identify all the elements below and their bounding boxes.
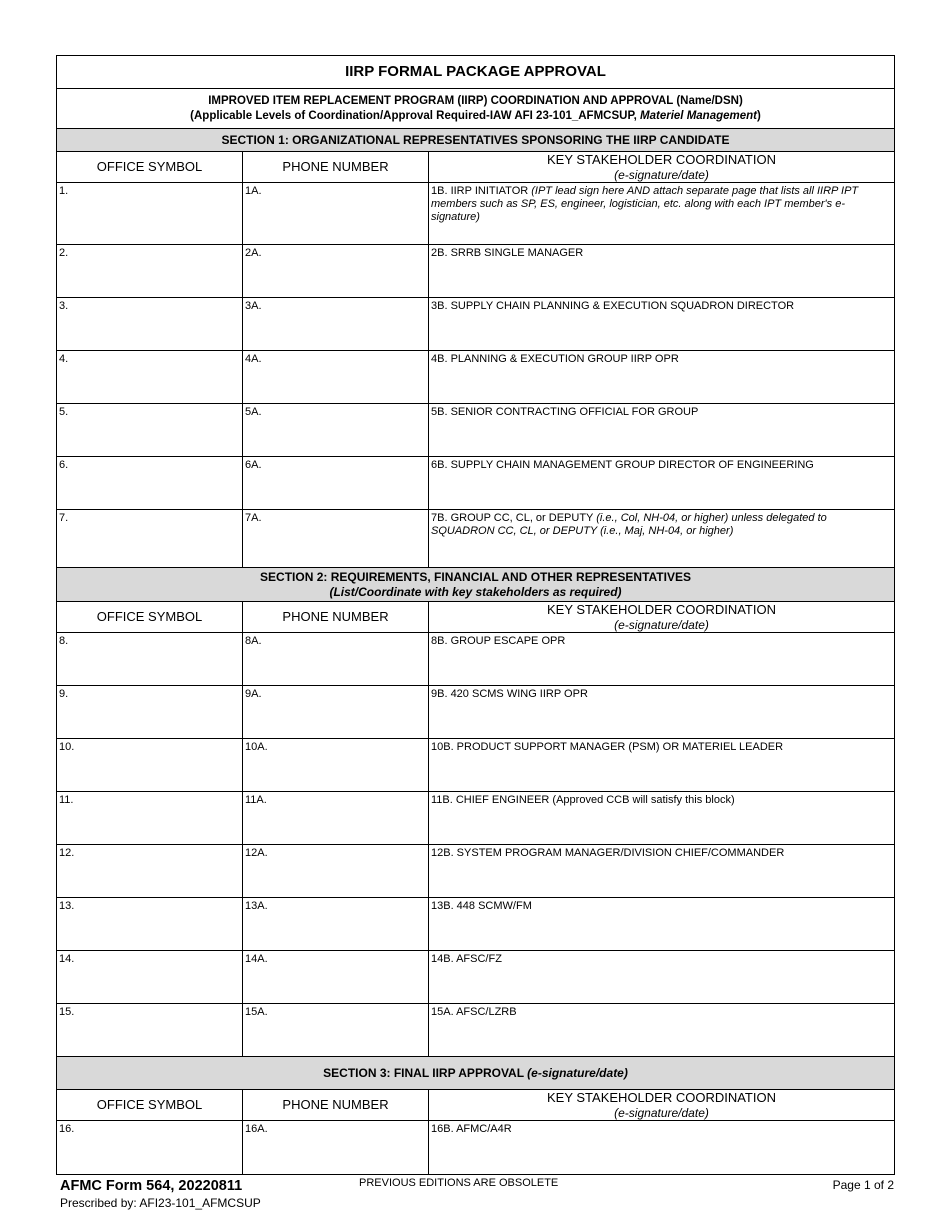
header-office-symbol: OFFICE SYMBOL <box>57 152 243 182</box>
section-3-title-italic: (e-signature/date) <box>527 1066 628 1080</box>
header-key-stakeholder <box>429 602 894 632</box>
subtitle-line-2-close: ) <box>756 110 761 122</box>
table-row <box>57 845 894 898</box>
phone-number-field[interactable]: 11A. <box>243 792 429 844</box>
table-row <box>57 898 894 951</box>
table-row <box>57 1004 894 1057</box>
stakeholder-signature-field[interactable] <box>429 183 894 244</box>
stakeholder-signature-field[interactable]: 10B. PRODUCT SUPPORT MANAGER (PSM) OR MATERIEL LEADER <box>431 741 784 753</box>
stakeholder-signature-field[interactable]: 12B. SYSTEM PROGRAM MANAGER/DIVISION CHIEF/COMMANDER <box>431 847 785 859</box>
table-row <box>57 245 894 298</box>
table-row <box>57 510 894 568</box>
stakeholder-signature-field[interactable]: 4B. PLANNING & EXECUTION GROUP IIRP OPR <box>431 353 679 365</box>
header-key-stakeholder-label: KEY STAKEHOLDER COORDINATION <box>547 602 776 617</box>
prescribed-by: Prescribed by: AFI23-101_AFMCSUP <box>60 1196 261 1210</box>
header-key-stakeholder <box>429 152 894 182</box>
phone-number-field[interactable]: 9A. <box>243 686 429 738</box>
subtitle-line-2-italic: Materiel Management <box>640 110 757 122</box>
section-3-header-row <box>57 1090 894 1121</box>
table-row <box>57 792 894 845</box>
header-esig-label: (e-signature/date) <box>614 1106 709 1120</box>
stakeholder-signature-field[interactable]: 9B. 420 SCMS WING IIRP OPR <box>431 688 588 700</box>
section-3-title <box>57 1057 894 1090</box>
stakeholder-label: 7B. GROUP CC, CL, or DEPUTY <box>431 512 597 524</box>
office-symbol-field[interactable]: 5. <box>57 404 243 456</box>
section-2-title <box>57 568 894 602</box>
phone-number-field[interactable]: 15A. <box>243 1004 429 1056</box>
office-symbol-field[interactable]: 13. <box>57 898 243 950</box>
table-row <box>57 633 894 686</box>
stakeholder-signature-field[interactable]: 16B. AFMC/A4R <box>431 1123 512 1135</box>
phone-number-field[interactable]: 13A. <box>243 898 429 950</box>
form-table <box>56 55 895 1175</box>
phone-number-field[interactable]: 7A. <box>243 510 429 567</box>
office-symbol-field[interactable]: 10. <box>57 739 243 791</box>
header-esig-label: (e-signature/date) <box>614 618 709 632</box>
table-row <box>57 351 894 404</box>
section-2-subtitle: (List/Coordinate with key stakeholders as required) <box>329 585 622 599</box>
section-3-title-text: SECTION 3: FINAL IIRP APPROVAL <box>323 1066 528 1080</box>
table-row <box>57 951 894 1004</box>
header-key-stakeholder-label: KEY STAKEHOLDER COORDINATION <box>547 152 776 167</box>
stakeholder-note: (i.e., Col, NH-04, or higher) unless delegated to SQUADRON CC, CL, or DEPUTY (i.e., Maj, NH-04, or higher) <box>431 512 827 537</box>
office-symbol-field[interactable]: 7. <box>57 510 243 567</box>
stakeholder-signature-field[interactable]: 6B. SUPPLY CHAIN MANAGEMENT GROUP DIRECTOR OF ENGINEERING <box>431 459 814 471</box>
office-symbol-field[interactable]: 8. <box>57 633 243 685</box>
section-1-header-row <box>57 152 894 183</box>
header-key-stakeholder <box>429 1090 894 1120</box>
header-esig-label: (e-signature/date) <box>614 168 709 182</box>
stakeholder-signature-field[interactable]: 13B. 448 SCMW/FM <box>431 900 532 912</box>
stakeholder-label: 1B. IIRP INITIATOR <box>431 185 532 197</box>
section-2-title-text: SECTION 2: REQUIREMENTS, FINANCIAL AND OTHER REPRESENTATIVES <box>260 570 691 584</box>
subtitle-line-2 <box>57 109 894 124</box>
header-phone-number: PHONE NUMBER <box>243 152 429 182</box>
office-symbol-field[interactable]: 12. <box>57 845 243 897</box>
office-symbol-field[interactable]: 3. <box>57 298 243 350</box>
office-symbol-field[interactable]: 2. <box>57 245 243 297</box>
office-symbol-field[interactable]: 16. <box>57 1121 243 1174</box>
office-symbol-field[interactable]: 11. <box>57 792 243 844</box>
phone-number-field[interactable]: 3A. <box>243 298 429 350</box>
office-symbol-field[interactable]: 14. <box>57 951 243 1003</box>
table-row <box>57 298 894 351</box>
phone-number-field[interactable]: 10A. <box>243 739 429 791</box>
table-row <box>57 183 894 245</box>
office-symbol-field[interactable]: 1. <box>57 183 243 244</box>
stakeholder-signature-field[interactable] <box>429 510 894 567</box>
office-symbol-field[interactable]: 9. <box>57 686 243 738</box>
stakeholder-signature-field[interactable]: 8B. GROUP ESCAPE OPR <box>431 635 566 647</box>
phone-number-field[interactable]: 1A. <box>243 183 429 244</box>
phone-number-field[interactable]: 4A. <box>243 351 429 403</box>
office-symbol-field[interactable]: 6. <box>57 457 243 509</box>
stakeholder-signature-field[interactable]: 15A. AFSC/LZRB <box>431 1006 517 1018</box>
header-phone-number: PHONE NUMBER <box>243 602 429 632</box>
table-row <box>57 686 894 739</box>
stakeholder-signature-field[interactable]: 3B. SUPPLY CHAIN PLANNING & EXECUTION SQUADRON DIRECTOR <box>431 300 795 312</box>
table-row <box>57 404 894 457</box>
header-phone-number: PHONE NUMBER <box>243 1090 429 1120</box>
header-office-symbol: OFFICE SYMBOL <box>57 602 243 632</box>
section-2-header-row <box>57 602 894 633</box>
subtitle-line-2-text: (Applicable Levels of Coordination/Approval Required-IAW AFI 23-101_AFMCSUP, <box>190 110 641 122</box>
subtitle-line-1: IMPROVED ITEM REPLACEMENT PROGRAM (IIRP) COORDINATION AND APPROVAL (Name/DSN) <box>208 95 743 107</box>
phone-number-field[interactable]: 6A. <box>243 457 429 509</box>
stakeholder-signature-field[interactable]: 14B. AFSC/FZ <box>431 953 502 965</box>
stakeholder-note: (IPT lead sign here AND attach separate page that lists all IIRP IPT members such as SP, ES, engineer, logistician, etc. along with each IPT member's e-signature) <box>431 185 859 223</box>
phone-number-field[interactable]: 5A. <box>243 404 429 456</box>
section-1-title: SECTION 1: ORGANIZATIONAL REPRESENTATIVES SPONSORING THE IIRP CANDIDATE <box>57 129 894 152</box>
stakeholder-signature-field[interactable]: 2B. SRRB SINGLE MANAGER <box>431 247 584 259</box>
header-office-symbol: OFFICE SYMBOL <box>57 1090 243 1120</box>
stakeholder-signature-field[interactable]: 11B. CHIEF ENGINEER (Approved CCB will satisfy this block) <box>431 794 735 806</box>
phone-number-field[interactable]: 2A. <box>243 245 429 297</box>
form-title: IIRP FORMAL PACKAGE APPROVAL <box>57 56 894 89</box>
form-id: AFMC Form 564, 20220811 <box>60 1178 243 1194</box>
obsolete-notice: PREVIOUS EDITIONS ARE OBSOLETE <box>359 1177 559 1189</box>
table-row <box>57 1121 894 1174</box>
office-symbol-field[interactable]: 4. <box>57 351 243 403</box>
phone-number-field[interactable]: 14A. <box>243 951 429 1003</box>
form-subtitle <box>57 89 894 129</box>
header-key-stakeholder-label: KEY STAKEHOLDER COORDINATION <box>547 1090 776 1105</box>
table-row <box>57 739 894 792</box>
office-symbol-field[interactable]: 15. <box>57 1004 243 1056</box>
phone-number-field[interactable]: 16A. <box>243 1121 429 1174</box>
phone-number-field[interactable]: 12A. <box>243 845 429 897</box>
stakeholder-signature-field[interactable]: 5B. SENIOR CONTRACTING OFFICIAL FOR GROUP <box>431 406 699 418</box>
phone-number-field[interactable]: 8A. <box>243 633 429 685</box>
table-row <box>57 457 894 510</box>
page-number: Page 1 of 2 <box>832 1178 894 1192</box>
